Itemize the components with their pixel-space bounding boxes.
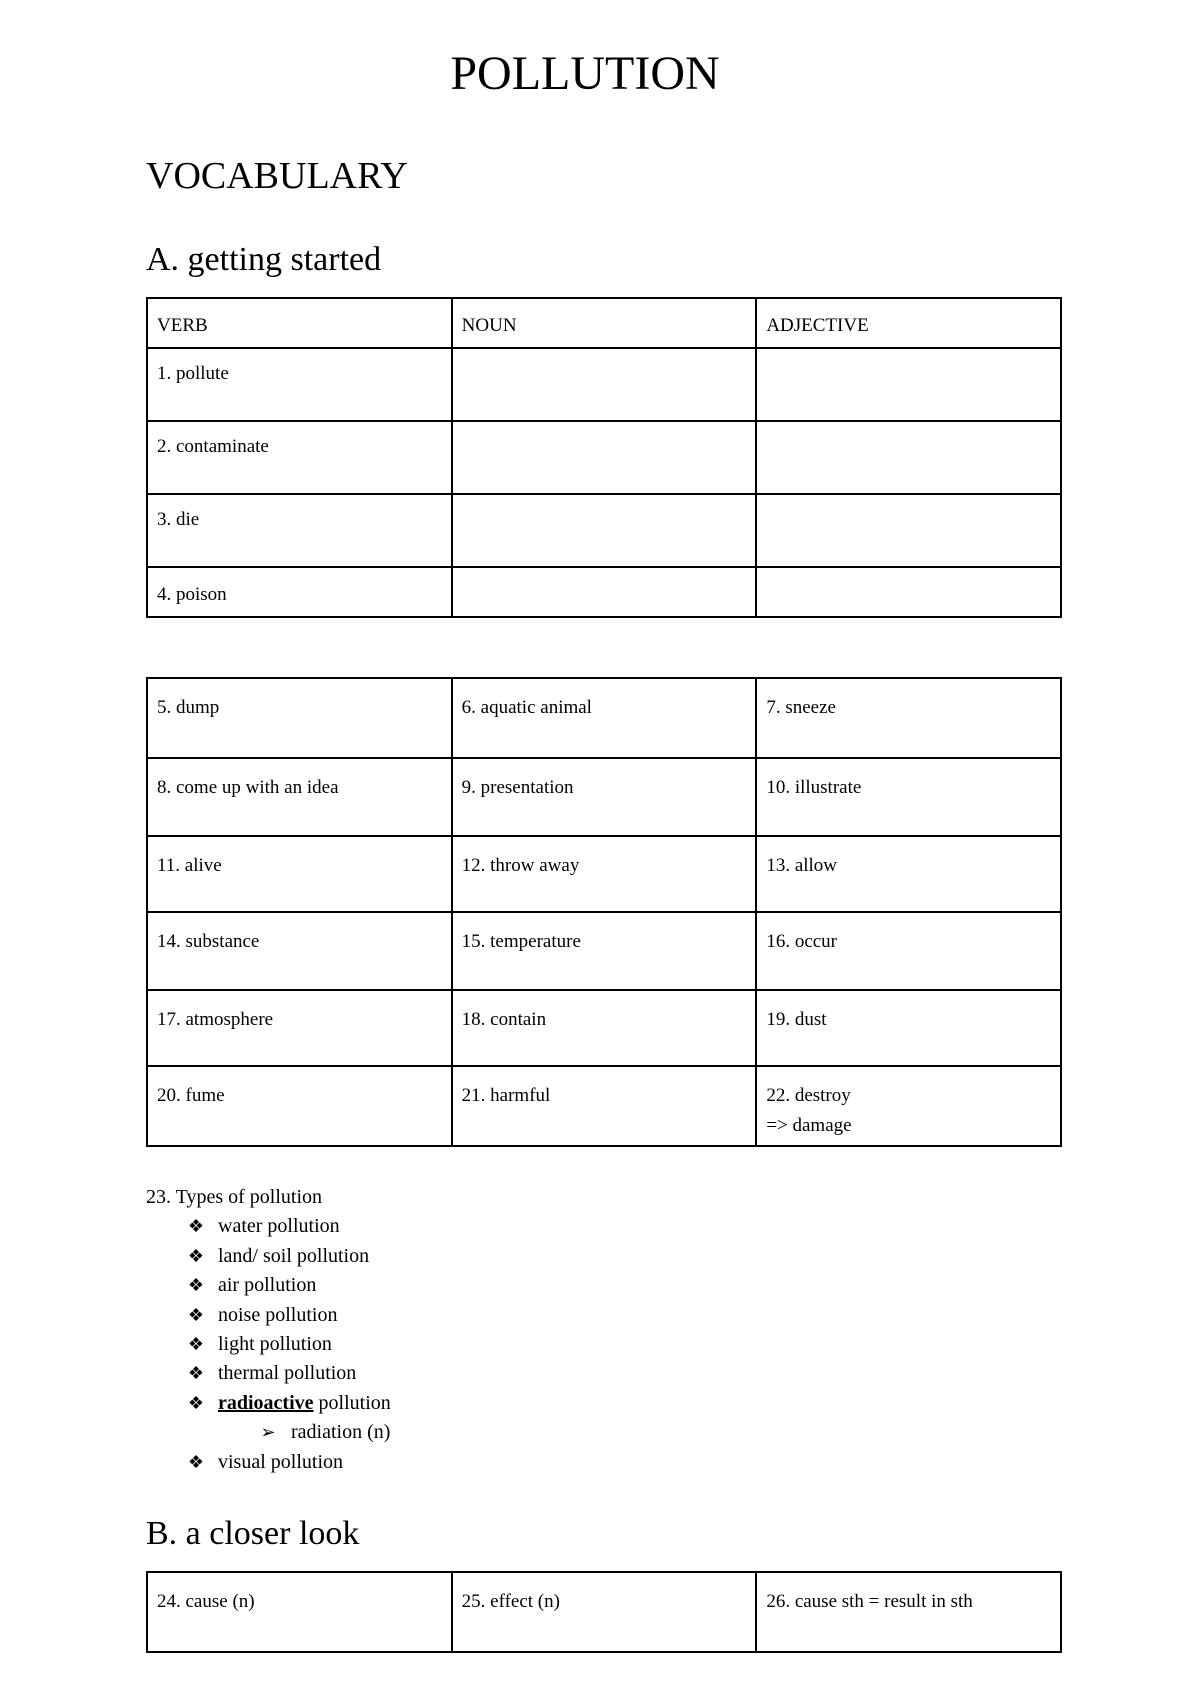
verb-cell: 2. contaminate — [147, 421, 452, 494]
list-item: ❖ air pollution — [146, 1271, 391, 1300]
adjective-cell — [756, 567, 1061, 617]
table-row — [147, 836, 1061, 912]
vocab-cell: 7. sneeze — [756, 678, 1061, 758]
radioactive-word: radioactive — [218, 1391, 314, 1414]
vocab-cell: 12. throw away — [452, 836, 757, 912]
list-item: ❖ land/ soil pollution — [146, 1242, 391, 1271]
pollution-types-list — [146, 1183, 391, 1477]
vocabulary-heading: VOCABULARY — [146, 155, 408, 197]
verb-cell: 3. die — [147, 494, 452, 567]
table-header-row — [147, 298, 1061, 348]
vocab-cell: 19. dust — [756, 990, 1061, 1066]
adjective-cell — [756, 421, 1061, 494]
diamond-bullet-icon: ❖ — [187, 1304, 205, 1325]
diamond-bullet-icon: ❖ — [187, 1363, 205, 1384]
sub-list-item: ➢ radiation (n) — [146, 1418, 391, 1447]
noun-cell — [452, 421, 757, 494]
vocab-cell: 16. occur — [756, 912, 1061, 990]
table-row — [147, 912, 1061, 990]
diamond-bullet-icon: ❖ — [187, 1245, 205, 1266]
adjective-cell — [756, 494, 1061, 567]
list-item: ❖ light pollution — [146, 1330, 391, 1359]
table-row — [147, 758, 1061, 836]
vocabulary-table — [146, 677, 1062, 1147]
vocab-cell: 9. presentation — [452, 758, 757, 836]
table-row — [147, 494, 1061, 567]
vocab-cell: 8. come up with an idea — [147, 758, 452, 836]
table-row — [147, 348, 1061, 421]
diamond-bullet-icon: ❖ — [187, 1451, 205, 1472]
diamond-bullet-icon: ❖ — [187, 1334, 205, 1355]
vocab-cell: 25. effect (n) — [452, 1572, 757, 1652]
diamond-bullet-icon: ❖ — [187, 1216, 205, 1237]
vocab-cell: 26. cause sth = result in sth — [756, 1572, 1061, 1652]
list-item: ❖ thermal pollution — [146, 1359, 391, 1388]
vocab-cell: 18. contain — [452, 990, 757, 1066]
header-noun: NOUN — [452, 298, 757, 348]
list-item: ❖ noise pollution — [146, 1301, 391, 1330]
arrow-bullet-icon: ➢ — [260, 1422, 276, 1443]
noun-cell — [452, 567, 757, 617]
types-heading: 23. Types of pollution — [146, 1186, 323, 1208]
section-a-heading: A. getting started — [146, 241, 382, 278]
vocab-cell: 14. substance — [147, 912, 452, 990]
noun-cell — [452, 348, 757, 421]
vocab-cell: 15. temperature — [452, 912, 757, 990]
adjective-cell — [756, 348, 1061, 421]
list-item: ❖ water pollution — [146, 1212, 391, 1241]
table-row — [147, 678, 1061, 758]
vocab-cell: 10. illustrate — [756, 758, 1061, 836]
table-row — [147, 567, 1061, 617]
vocab-cell: 13. allow — [756, 836, 1061, 912]
vocab-cell: 20. fume — [147, 1066, 452, 1146]
closer-look-table — [146, 1571, 1062, 1653]
diamond-bullet-icon: ❖ — [187, 1392, 205, 1413]
table-row — [147, 1066, 1061, 1146]
vocab-cell: 6. aquatic animal — [452, 678, 757, 758]
vocab-cell: 17. atmosphere — [147, 990, 452, 1066]
header-adjective: ADJECTIVE — [756, 298, 1061, 348]
vocab-cell: 24. cause (n) — [147, 1572, 452, 1652]
verb-cell: 1. pollute — [147, 348, 452, 421]
table-row — [147, 1572, 1061, 1652]
vocab-cell: 22. destroy => damage — [756, 1066, 1061, 1146]
vocab-cell: 21. harmful — [452, 1066, 757, 1146]
list-item: ❖ radioactive pollution — [146, 1389, 391, 1418]
table-row — [147, 421, 1061, 494]
section-b-heading: B. a closer look — [146, 1515, 360, 1552]
page-title: POLLUTION — [450, 47, 720, 100]
vocab-cell: 11. alive — [147, 836, 452, 912]
list-item: ❖ visual pollution — [146, 1448, 391, 1477]
vocab-cell: 5. dump — [147, 678, 452, 758]
verb-cell: 4. poison — [147, 567, 452, 617]
noun-cell — [452, 494, 757, 567]
table-row — [147, 990, 1061, 1066]
diamond-bullet-icon: ❖ — [187, 1275, 205, 1296]
header-verb: VERB — [147, 298, 452, 348]
damage-note: => damage — [766, 1115, 852, 1136]
word-forms-table — [146, 297, 1062, 618]
